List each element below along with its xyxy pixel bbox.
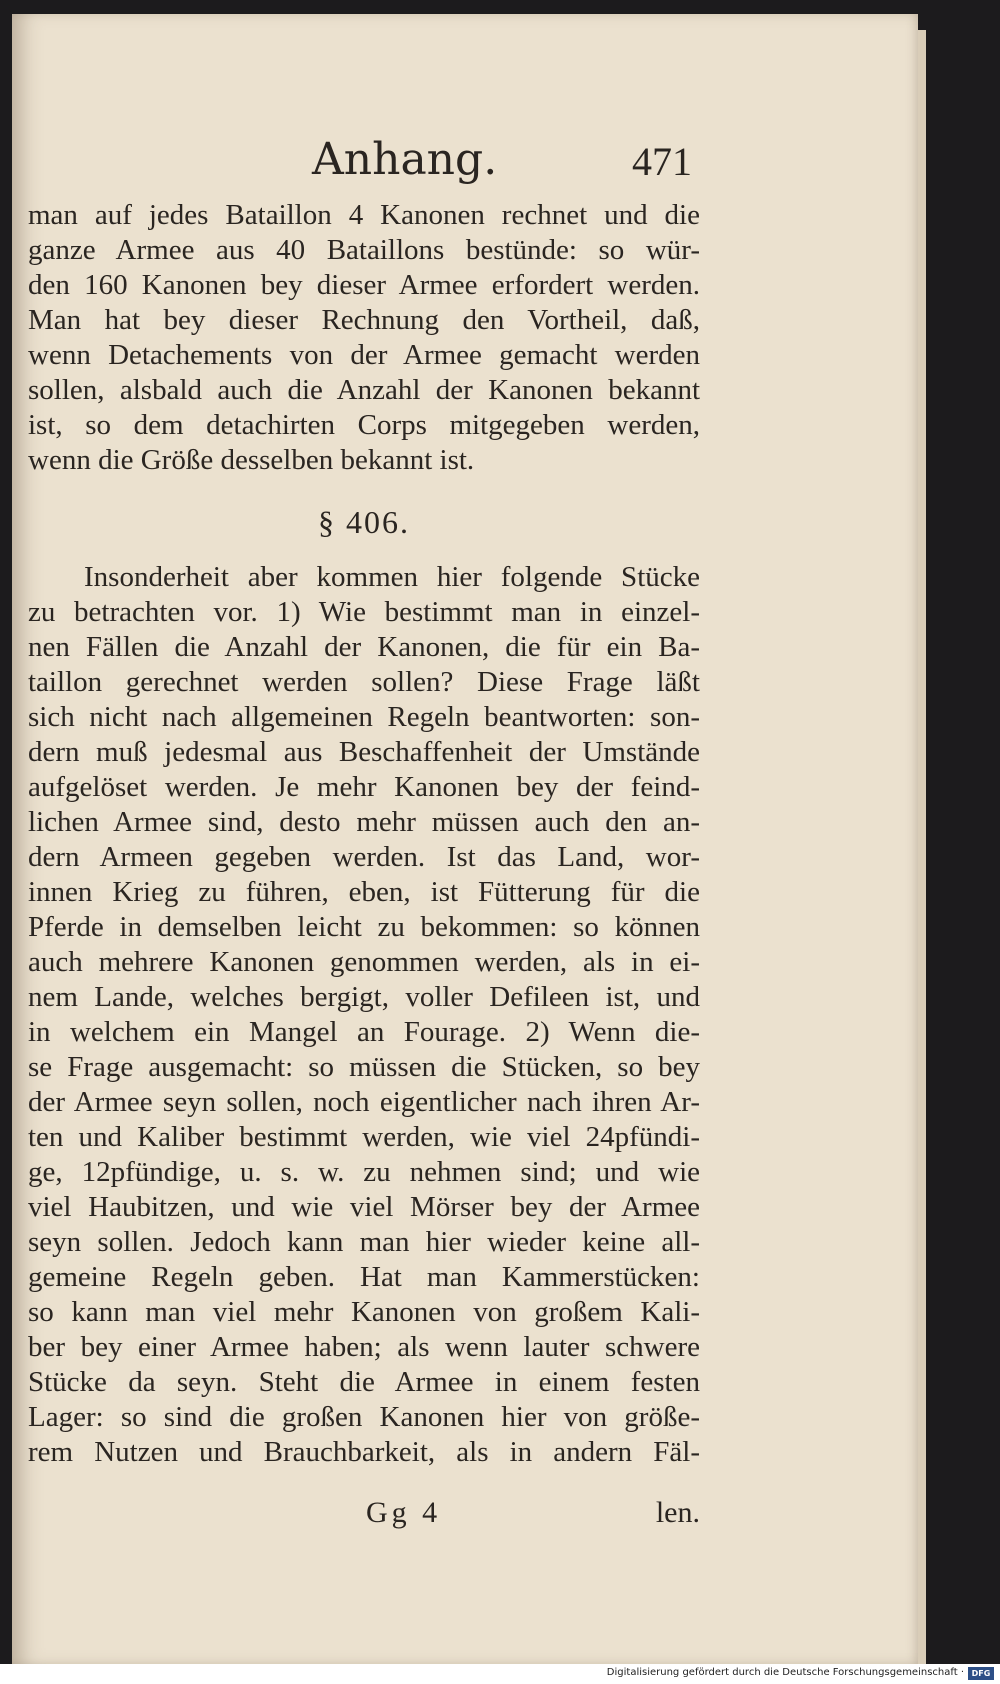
credit-bar bbox=[0, 1664, 1000, 1684]
text-line: dern muß jedesmal aus Beschaffenheit der Umstände bbox=[28, 736, 700, 768]
page-footer bbox=[28, 1496, 700, 1536]
text-line: innen Krieg zu führen, eben, ist Fütterung für die bbox=[28, 876, 700, 908]
text-line: zu betrachten vor. 1) Wie bestimmt man in einzel- bbox=[28, 596, 700, 628]
page-body bbox=[28, 198, 700, 1470]
text-line: ganze Armee aus 40 Bataillons bestünde: so wür- bbox=[28, 234, 700, 266]
text-line: nen Fällen die Anzahl der Kanonen, die für ein Ba- bbox=[28, 631, 700, 663]
text-line: lichen Armee sind, desto mehr müssen auch den an- bbox=[28, 806, 700, 838]
paragraph-2 bbox=[28, 560, 700, 1470]
text-line: sollen, alsbald auch die Anzahl der Kanonen bekannt bbox=[28, 374, 700, 406]
page-edge bbox=[918, 30, 926, 1664]
text-line: den 160 Kanonen bey dieser Armee erfordert werden. bbox=[28, 269, 700, 301]
text-line: nem Lande, welches bergigt, voller Defileen ist, und bbox=[28, 981, 700, 1013]
text-line: Insonderheit aber kommen hier folgende Stücke bbox=[84, 561, 700, 593]
text-line: man auf jedes Bataillon 4 Kanonen rechnet und die bbox=[28, 199, 700, 231]
text-line: dern Armeen gegeben werden. Ist das Land, wor- bbox=[28, 841, 700, 873]
catchword: len. bbox=[655, 1496, 700, 1529]
page-header bbox=[12, 134, 918, 194]
text-line: ge, 12pfündige, u. s. w. zu nehmen sind; und wie bbox=[28, 1156, 700, 1188]
text-line: ten und Kaliber bestimmt werden, wie viel 24pfündi- bbox=[28, 1121, 700, 1153]
text-line: der Armee seyn sollen, noch eigentlicher nach ihren Ar- bbox=[28, 1086, 700, 1118]
text-line: Pferde in demselben leicht zu bekommen: so können bbox=[28, 911, 700, 943]
running-head: Anhang. bbox=[312, 134, 498, 185]
section-title: § 406. bbox=[318, 504, 410, 540]
credit-text: Digitalisierung gefördert durch die Deutsche Forschungsgemeinschaft · bbox=[606, 1667, 964, 1678]
text-line: seyn sollen. Jedoch kann man hier wieder keine all- bbox=[28, 1226, 700, 1258]
text-line: gemeine Regeln geben. Hat man Kammerstücken: bbox=[28, 1261, 700, 1293]
text-line: aufgelöset werden. Je mehr Kanonen bey der feind- bbox=[28, 771, 700, 803]
paragraph-1 bbox=[28, 198, 700, 478]
text-line: ber bey einer Armee haben; als wenn lauter schwere bbox=[28, 1331, 700, 1363]
text-line: ist, so dem detachirten Corps mitgegeben werden, bbox=[28, 409, 700, 441]
text-line: Stücke da seyn. Steht die Armee in einem festen bbox=[28, 1366, 700, 1398]
text-line: rem Nutzen und Brauchbarkeit, als in andern Fäl- bbox=[28, 1436, 700, 1468]
text-line: so kann man viel mehr Kanonen von großem Kali- bbox=[28, 1296, 700, 1328]
page-number: 471 bbox=[632, 139, 692, 184]
text-line: viel Haubitzen, und wie viel Mörser bey der Armee bbox=[28, 1191, 700, 1223]
dfg-logo-icon: DFG bbox=[968, 1667, 994, 1680]
text-line: in welchem ein Mangel an Fourage. 2) Wenn die- bbox=[28, 1016, 700, 1048]
text-line: taillon gerechnet werden sollen? Diese Frage läßt bbox=[28, 666, 700, 698]
text-line: Lager: so sind die großen Kanonen hier von größe- bbox=[28, 1401, 700, 1433]
text-line: wenn die Größe desselben bekannt ist. bbox=[28, 444, 475, 476]
text-line: Man hat bey dieser Rechnung den Vortheil, daß, bbox=[28, 304, 700, 336]
text-line: auch mehrere Kanonen genommen werden, als in ei- bbox=[28, 946, 700, 978]
text-line: wenn Detachements von der Armee gemacht werden bbox=[28, 339, 700, 371]
text-line: sich nicht nach allgemeinen Regeln beantworten: son- bbox=[28, 701, 700, 733]
signature-mark: Gg 4 bbox=[366, 1496, 442, 1529]
text-line: se Frage ausgemacht: so müssen die Stücken, so bey bbox=[28, 1051, 700, 1083]
